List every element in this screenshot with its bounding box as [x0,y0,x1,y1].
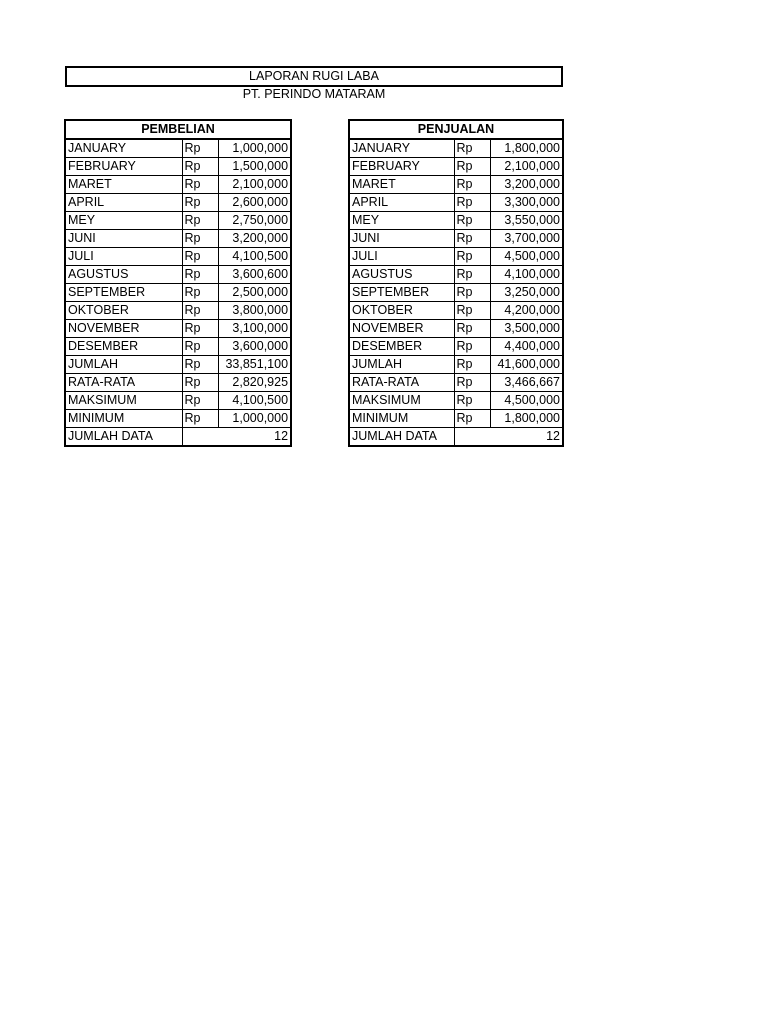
table-row [65,139,291,158]
penjualan-heading: PENJUALAN [349,120,563,139]
table-row [65,392,291,410]
amount-value: 33,851,100 [218,356,291,374]
currency-label: Rp [454,230,490,248]
amount-value: 3,500,000 [490,320,563,338]
currency-label: Rp [182,230,218,248]
currency-label: Rp [182,320,218,338]
currency-label: Rp [454,248,490,266]
table-row [349,374,563,392]
table-row [65,374,291,392]
table-row [65,158,291,176]
count-value: 12 [182,428,291,447]
row-label: AGUSTUS [349,266,454,284]
penjualan-table [348,119,564,447]
amount-value: 3,600,600 [218,266,291,284]
table-row [349,320,563,338]
row-label: JANUARY [349,139,454,158]
pembelian-table [64,119,292,447]
row-label: MAKSIMUM [65,392,182,410]
amount-value: 1,500,000 [218,158,291,176]
amount-value: 2,100,000 [490,158,563,176]
table-row [65,302,291,320]
count-label: JUMLAH DATA [349,428,454,447]
table-row [65,338,291,356]
amount-value: 3,250,000 [490,284,563,302]
row-label: SEPTEMBER [349,284,454,302]
row-label: MAKSIMUM [349,392,454,410]
amount-value: 3,300,000 [490,194,563,212]
row-label: JUNI [65,230,182,248]
table-row [349,139,563,158]
amount-value: 1,000,000 [218,139,291,158]
amount-value: 3,100,000 [218,320,291,338]
amount-value: 2,600,000 [218,194,291,212]
row-label: DESEMBER [65,338,182,356]
table-row [65,320,291,338]
count-row [65,428,291,447]
amount-value: 2,100,000 [218,176,291,194]
table-row [349,338,563,356]
count-row [349,428,563,447]
table-row [349,248,563,266]
currency-label: Rp [454,284,490,302]
currency-label: Rp [454,158,490,176]
amount-value: 3,800,000 [218,302,291,320]
row-label: RATA-RATA [349,374,454,392]
table-row [65,194,291,212]
amount-value: 4,200,000 [490,302,563,320]
currency-label: Rp [182,392,218,410]
currency-label: Rp [182,374,218,392]
table-row [349,176,563,194]
row-label: MEY [349,212,454,230]
table-row [65,356,291,374]
amount-value: 41,600,000 [490,356,563,374]
row-label: MARET [349,176,454,194]
currency-label: Rp [182,302,218,320]
row-label: JUNI [349,230,454,248]
table-row [349,410,563,428]
currency-label: Rp [182,139,218,158]
amount-value: 2,820,925 [218,374,291,392]
currency-label: Rp [454,338,490,356]
table-row [349,230,563,248]
company-name: PT. PERINDO MATARAM [242,87,386,101]
amount-value: 3,600,000 [218,338,291,356]
row-label: AGUSTUS [65,266,182,284]
currency-label: Rp [454,212,490,230]
table-row [65,230,291,248]
table-row [65,248,291,266]
currency-label: Rp [454,392,490,410]
table-row [349,266,563,284]
count-label: JUMLAH DATA [65,428,182,447]
amount-value: 4,400,000 [490,338,563,356]
table-row [349,284,563,302]
row-label: JANUARY [65,139,182,158]
currency-label: Rp [454,320,490,338]
currency-label: Rp [454,139,490,158]
row-label: OKTOBER [65,302,182,320]
table-row [349,392,563,410]
amount-value: 4,100,500 [218,248,291,266]
row-label: FEBRUARY [349,158,454,176]
row-label: NOVEMBER [349,320,454,338]
row-label: FEBRUARY [65,158,182,176]
table-row [65,410,291,428]
table-row [65,266,291,284]
currency-label: Rp [454,356,490,374]
row-label: MEY [65,212,182,230]
row-label: JUMLAH [349,356,454,374]
table-row [349,356,563,374]
row-label: DESEMBER [349,338,454,356]
table-row [65,212,291,230]
currency-label: Rp [182,338,218,356]
currency-label: Rp [182,194,218,212]
penjualan-body [349,139,563,446]
amount-value: 3,466,667 [490,374,563,392]
row-label: APRIL [349,194,454,212]
currency-label: Rp [454,194,490,212]
report-title: LAPORAN RUGI LABA [65,66,563,87]
amount-value: 4,100,500 [218,392,291,410]
amount-value: 4,500,000 [490,392,563,410]
amount-value: 3,700,000 [490,230,563,248]
row-label: OKTOBER [349,302,454,320]
table-row [349,158,563,176]
row-label: JULI [349,248,454,266]
currency-label: Rp [182,158,218,176]
currency-label: Rp [182,176,218,194]
table-row [65,176,291,194]
table-header-row [65,120,291,139]
amount-value: 3,200,000 [490,176,563,194]
currency-label: Rp [454,410,490,428]
currency-label: Rp [454,374,490,392]
row-label: MARET [65,176,182,194]
table-row [65,284,291,302]
currency-label: Rp [182,266,218,284]
pembelian-heading: PEMBELIAN [65,120,291,139]
row-label: MINIMUM [65,410,182,428]
currency-label: Rp [454,176,490,194]
table-row [349,302,563,320]
row-label: MINIMUM [349,410,454,428]
currency-label: Rp [182,284,218,302]
pembelian-body [65,139,291,446]
currency-label: Rp [182,212,218,230]
amount-value: 4,100,000 [490,266,563,284]
row-label: RATA-RATA [65,374,182,392]
amount-value: 4,500,000 [490,248,563,266]
amount-value: 1,800,000 [490,410,563,428]
row-label: NOVEMBER [65,320,182,338]
amount-value: 3,200,000 [218,230,291,248]
count-value: 12 [454,428,563,447]
currency-label: Rp [182,356,218,374]
row-label: SEPTEMBER [65,284,182,302]
amount-value: 1,000,000 [218,410,291,428]
currency-label: Rp [182,248,218,266]
table-header-row [349,120,563,139]
row-label: JUMLAH [65,356,182,374]
amount-value: 2,500,000 [218,284,291,302]
row-label: JULI [65,248,182,266]
row-label: APRIL [65,194,182,212]
table-row [349,212,563,230]
amount-value: 2,750,000 [218,212,291,230]
amount-value: 3,550,000 [490,212,563,230]
amount-value: 1,800,000 [490,139,563,158]
currency-label: Rp [182,410,218,428]
currency-label: Rp [454,266,490,284]
currency-label: Rp [454,302,490,320]
table-row [349,194,563,212]
